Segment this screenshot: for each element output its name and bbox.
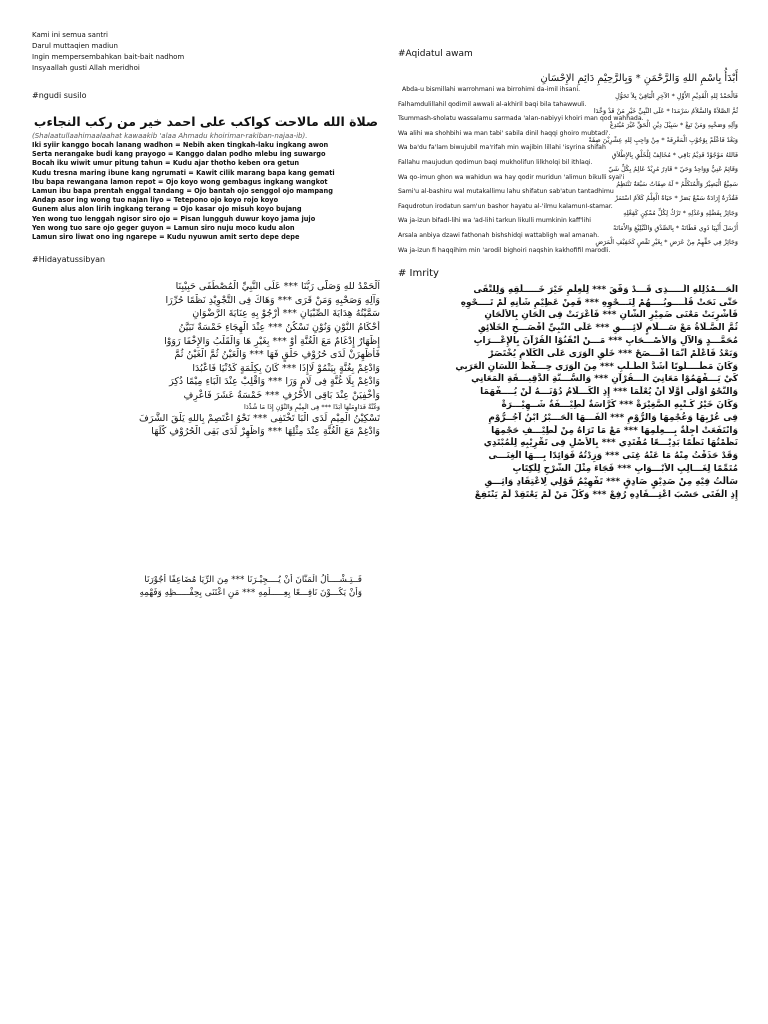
verse-line: وَآلِهِ وَصَحْبِهِ وَمَنْ قَرَى *** وَهَاكَ فِى التَّجْوِيْدِ نَظْمًا حُرِّرَا (165, 294, 380, 306)
verse-line: وَالنَّحْوُ أَوْلَى أَوَّلًا أَنْ يُعْلَمَا *** إِذِ الْكَـــلَامُ دُوْنَـــهُ لَنْ يُــــفْهَمَا (480, 387, 738, 398)
verse-line: وَجَائِزٌ فِي حَقِّهِمْ مِنْ عَرَضِ * بِغَيْرِ نَقْصٍ كَخَفِيْفِ الْمَرَضِ (595, 238, 738, 247)
transliteration-line: Wa alihi wa shohbihi wa man tabi' sabila dinil haqqi ghoiro mubtadi'. (398, 129, 611, 137)
verse-line: وَانْتَفَعَتْ أَجِلَّةٌ بِـــعِلْمِهَا *** مَعْ مَا تَرَاهُ مِنْ لَطِيْـــفِ حَجْمِهَا (491, 425, 738, 436)
transliteration-line: Wa ba'du fa'lam biwujubil ma'rifah min wajibin lillahi 'isyrina shifah (398, 144, 606, 152)
verse-line: Iki syiir kanggo bocah lanang wadhon = Nebih aken tingkah-laku ingkang awon (32, 141, 329, 149)
intro-line: Insyaallah gusti Allah meridhoi (32, 64, 140, 72)
verse-line: سَأَلْتُ فِيْهِ مِنْ صَدِيْقٍ صَادِقٍ *** تَفْهِيْمُ قَوْلِي لِاعْتِقَادِ وَاثِـــقِ (484, 476, 738, 487)
verse-line: وَجَائِزٌ بِفَضْلِهِ وَعَدْلِهِ * تَرْكٌ لِكُلِّ مُمْكِنٍ كَفِعْلِهِ (623, 209, 738, 218)
shalawat-title: صلاة الله مالاحت كواكب على احمد خير من ركب النجاءب (33, 114, 379, 129)
verse-line: أَحْكَامُ النُّوْنِ وَنُوْنِ تَسْكُنُ *** عِنْدَ الْهِجَاءِ خَمْسَةٌ تَبَيَّنُ (178, 322, 380, 334)
verse-line: إِظْهَارٌ إِدْغَامٌ مَعَ الْغُنَّةِ أَوْ *** بِغَيْرِ هَا وَالْقَلْبُ وَالإِخْفَا رَوَوْا (164, 335, 380, 347)
verse-line: فَأُشْرِبَتْ مَعْنَى ضَمِيْرِ الشَّانِ *** فَأَعْرَبَتْ فِى الْحَانِ بِالأَلْحَانِ (484, 310, 738, 321)
verse-line: سَمِيْعٌ الْبَصِيْرُ وَالْمُتَكَلِّمُ * لَهُ صِفَاتٌ سَبْعَةٌ تَنْتَظِمُ (616, 179, 738, 188)
verse-line: Yen wong tuo sare ojo geger guyon = Lamun siro nuju moco kudu alon (32, 223, 295, 232)
transliteration-line: Falhamdulillahil qodimil awwali al-akhiril baqi bila tahawwuli. (398, 100, 587, 108)
intro-line: Darul muttaqien madiun (32, 42, 118, 50)
intro-line: Kami ini semua santri (32, 31, 108, 39)
intro-line: Ingin mempersembahkan bait-bait nadhom (32, 53, 185, 61)
verse-line: فَــتِـشْــــأَلُ الْمَنَّانَ أَنْ يُــــجِيْـرَنَا *** مِنَ الرِّيَا مُضَاعِفًا أُجُوْرَنَا (144, 575, 362, 585)
transliteration-line: Abda-u bismillahi warrohmani wa birrohimi da-imil ihsani. (402, 86, 581, 93)
intro-block (32, 30, 380, 74)
transliteration-line: Fallahu maujudun qodimun baqi mukholifun lilkholqi bil ithlaqi. (398, 158, 593, 166)
transliteration-line: Faqudrotun irodatun sam'un bashor hayatu al-'ilmu kalamunI-stamar. (398, 202, 613, 210)
ngudi-susilo-tag: #ngudi susilo (32, 91, 87, 100)
verse-line: Yen wong tuo lenggah ngisor siro ojo = Pisan lungguh duwur koyo jama jujo (32, 214, 316, 223)
verse-line: وَغُنَّةٌ فَدَاوِمَنْهَا أَبَدًا *** فِى الْمِيْمِ وَالنُّوْنِ إِذَا مَا شُدِّدَا (244, 402, 380, 411)
verse-line: مُتَمِّمًا لِغَـــالِبِ الأَبْـــوَابِ *** فَجَاءَ مِثْلَ الشَّرْحِ لِلْكِتَابِ (512, 463, 738, 474)
verse-line: Lamun ibu bapa prentah enggal tandang = Ojo bantah ojo senggol ojo mampang (32, 187, 333, 196)
verse-line: وَادْغِمْ مَعَ الْغُنَّةِ عِنْدَ مِثْلِهَا *** وَاظْهِرْ لَدَى بَقِى الْحُرُوْفِ كُلِّهَا (151, 426, 380, 438)
verse-line: Ibu bapa rewangana lamon repot = Ojo koyo wong gembagus ingkang wangkot (32, 177, 328, 186)
verse-line: ثُمَّ الصَّلاَةُ وَالسَّلاَمُ سَرْمَدَا * عَلَى النَّبِيِّ خَيْرِ مَنْ قَدْ وَحَّدَا (593, 106, 738, 115)
verse-line: مُحَمَّـــدٍ وَالآلِ وَالأَصْـــحَابِ *** مَـــنْ أَتْقَنُوْا الْقُرْآنَ بِالإِعْـــرَابِ (473, 336, 738, 347)
verse-line: ثُمَّ الصَّـلَاةُ مَعْ سَـــلَامٍ لَائِــــقِ *** عَلَى النَّبِيِّ أَفْصَـــحِ الْخَلَائِقِ (477, 323, 738, 334)
verse-line: Kudu tresna maring ibune kang ngrumati = Kawit cilik marang bapa kang gemati (32, 168, 335, 177)
verse-line: Lamun siro liwat ono ing ngarepe = Kudu nyuwun amit serto depe depe (32, 233, 300, 242)
verse-line: حَتَّى نَحَتْ قُلُــــوبُــــهُمْ لِنَـــحْوِهِ *** فَمِنْ عَظِيْمِ شَأْنِهِ لَمْ تَــــحْوِهِ (460, 297, 738, 308)
verse-line: أَرْسَلَ أَنْبِيَا ذَوِي فَطَانَهْ * بِالصِّدْقِ وَالتَّبْلِيْغِ وَالأَمَانَهْ (613, 223, 738, 232)
transliteration-line: Arsala anbiya dzawi fathonah bishshidqi wattabligh wal amanah. (398, 231, 600, 239)
verse-line: Serta nerangake budi kang prayogo = Kanggo dalan podho mlebu ing suwargo (32, 150, 326, 159)
verse-line: نَظَمْتُهَا نَظْمًا بَدِيْـــعًا مُقْتَدِي *** بِالأَصْلِ فِى تَقْرِيْبِهِ لِلْمُبْتَدِي (483, 438, 738, 449)
verse-line: كَيْ يَـــفْهَمُوْا مَعَانِيَ الْـــقُرْآنِ *** وَالسُّـــنَّةِ الدَّقِيـــقَةِ الْمَعَانِي (471, 374, 738, 385)
verse-line: وَآلِهِ وَصَحْبِهِ وَمَنْ تَبِعْ * سَبِيْلَ دِيْنِ الْحَقِّ غَيْرَ مُبْتَدِعْ (609, 121, 738, 130)
verse-line: فَأَظْهِرَنْ لَدَى حُرُوْفِ حَلْقٍ فَهَا *** وَالْعَيْنُ ثُمَّ الْغَيْنُ ثُمَّ (174, 349, 380, 361)
imrity-tag: # Imrity (398, 267, 439, 279)
verse-line: وَكَانَ خَيْرُ كُـتْبِهِ الصَّغِيْرَةْ *** كُرَّاسَةٌ لَطِيْـــفَةٌ شَــهِيْـــرَةْ (501, 400, 738, 410)
verse-line: وَقَائِمٌ غَنِيٌّ وَوَاحِدٌ وَحَيّ * قَادِرٌ مُرِيْدٌ عَالِمٌ بِكُلِّ شَيّ (608, 165, 738, 174)
verse-line: سَمَّيْتُهُ هِدَايَةَ الصِّبْيَانِ *** أَرْجُوْ بِهِ عِنَايَةَ الرَّضْوَانِ (192, 308, 380, 320)
ngudi-susilo-verses (32, 141, 380, 242)
verse-line: Andap asor ing wong tuo najan liyo = Tetepono ojo koyo rojo koyo (32, 196, 279, 205)
hidayatussibyan-tag: #Hidayatussibyan (32, 255, 106, 265)
verse-line: وَبَعْدُ فَاعْلَمْ بِوُجُوْبِ الْمَعْرِفَهْ * مِنْ وَاجِبٍ لِلهِ عِشْرِيْنَ صِفَهْ (588, 136, 738, 145)
transliteration-line: Sami'u al-bashiru wal mutakallimu lahu shifatun sab'atun tantadhimu (398, 188, 614, 196)
verse-line: فَالْحَمْدُ لِلهِ الْقَدِيْمِ الأَوَّلِ * الآخِرِ الْبَاقِيْ بِلاَ تَحَوُّلِ (615, 92, 738, 101)
transliteration-line: Wa ja-izun fi haqqihim min 'arodil bighoiri naqshin kakhofifil marodli. (398, 246, 611, 254)
transliteration-line: Wa ja-izun bifadl-lihi wa 'ad-lihi tarkun likulli mumkinin kaff'lihi (398, 217, 592, 225)
verse-line: Bocah iku wiwit umur pitung tahun = Kudu ajar thotho keben ora getun (32, 159, 300, 168)
transliteration-line: Tsummash-sholatu wassalamu sarmada 'alan-nabiyyi khoiri man qod wahhada. (398, 115, 644, 123)
verse-line: تَسْكِيْنُ الْمِيْمِ لَدَى الْبَا تَخْتَفِى *** نَحْوُ اعْتَصِمْ بِاللهِ يَلْقَ الشَّرَفَ (138, 412, 380, 424)
shalawat-transliteration: (Shalaatullaahimaalaahat kawaakib 'alaa Ahmadu khoirimar-rakiban-najaa-ib). (32, 132, 308, 140)
hidayatussibyan-verses (32, 280, 380, 439)
verse-line: إِذِ الْفَتَى حَسْبَ اعْتِـــقَادِهِ رُفِعْ *** وَكُلُّ مَنْ لَمْ يَعْتَقِدْ لَمْ يَنْتَفِعْ (474, 489, 738, 500)
right-column (398, 48, 738, 501)
verse-line: Gunem alus alon lirih ingkang terang = Ojo kasar ojo misuh koyo bujang (32, 205, 302, 214)
aqidatul-awam-verses (398, 86, 738, 254)
verse-line: وَادْغِمْ بِغُنَّةٍ بِيَنْمُوْ لَاإِذَا *** كَانَ بِكِلْمَةٍ كَدُنْيَا فَاعْبُدَا (192, 362, 380, 374)
verse-line: فَاللهُ مَوْجُوْدٌ قَدِيْمٌ بَاقِي * مُخَالِفٌ لِلْخَلْقِ بِالإِطْلاَقِ (611, 150, 738, 159)
verse-line: فِى عُرْبِهَا وَعُجْمِهَا وَالرُّوْمِ *** أَلَّفَـــهَا الْحَـــبْرُ ابْنُ آجُــرُّوْمِ (488, 412, 738, 423)
verse-line: وَادْغِمْ بِلَا غُنَّةٍ فِى لَامٍ وَرَا *** وَاقْلِبْ عِنْدَ الْبَاءِ مِيْمًا ذُكِرَ (169, 376, 380, 388)
imrity-verses (398, 284, 738, 502)
aqidatul-opening-verse: أَبْدَأُ بِاسْمِ اللهِ وَالرَّحْمَنِ * وَبِالرَّحِيْمِ دَائِمِ الإِحْسَانِ (540, 73, 738, 84)
aqidatul-awam-tag: #Aqidatul awam (398, 49, 473, 59)
verse-line: اَلْحَمْدُ للهِ وَصَلَّى رَبُّنَا *** عَلَى النَّبِيِّ الْمُصْطَفَى حَبِيْبِنَا (175, 281, 380, 293)
verse-line: فَقُدْرَةٌ إِرَادَةٌ سَمْعٌ بَصَرْ * حَيَاةٌ الْعِلْمُ كَلاَمٌ اسْتَمَرْ (614, 194, 738, 203)
transliteration-line: Wa qo-imun ghon wa wahidun wa hay qodir muridun 'alimun bikulli syai'i (398, 173, 625, 181)
closing-verses (32, 574, 362, 600)
left-column (32, 30, 380, 439)
verse-line: الْحَـــمْدُلِلهِ الَّـــــذِى قَـــدْ وَفَّقَ *** لِلْعِلْمِ خَيْرَ خَـــــلْقِهِ وَلِلتُّقَى (473, 284, 738, 295)
verse-line: وَقَدْ حَذَفْتُ مِنْهُ مَا عَنْهُ غِنَى *** وَزِدْتُهُ فَوَائِدًا بِـــهَا الْغِنَـــى (488, 451, 738, 462)
verse-line: وَكَانَ مَطْــــلُوبًا أَشَدَّ الطَّـلَبِ *** مِنَ الْوَرَى حِـــفْظُ اللِّسَانِ الْعَرَبِي (455, 361, 738, 372)
verse-line: وَأَخْفِيَنْ عِنْدَ بَاقِى الأَحْرُفِ *** خَمْسَةُ عَشَرَ فَاعْرِفِ (183, 389, 380, 401)
verse-line: وَبَعْدُ فَاعْلَمْ أَنَّمَا أَفْـــصَحْ *** خَلْقِ الْوَرَى عَلَى الْكَلَامِ يُخْتَصَرْ (488, 348, 738, 359)
verse-line: وَأَنْ يَكُـــوْنَ نَافِـــعًا بِعِـــــلْمِهِ *** مَنِ اعْتَنَى بِحِفْـــــظِهِ وَفَهْمِهِ (139, 588, 362, 598)
